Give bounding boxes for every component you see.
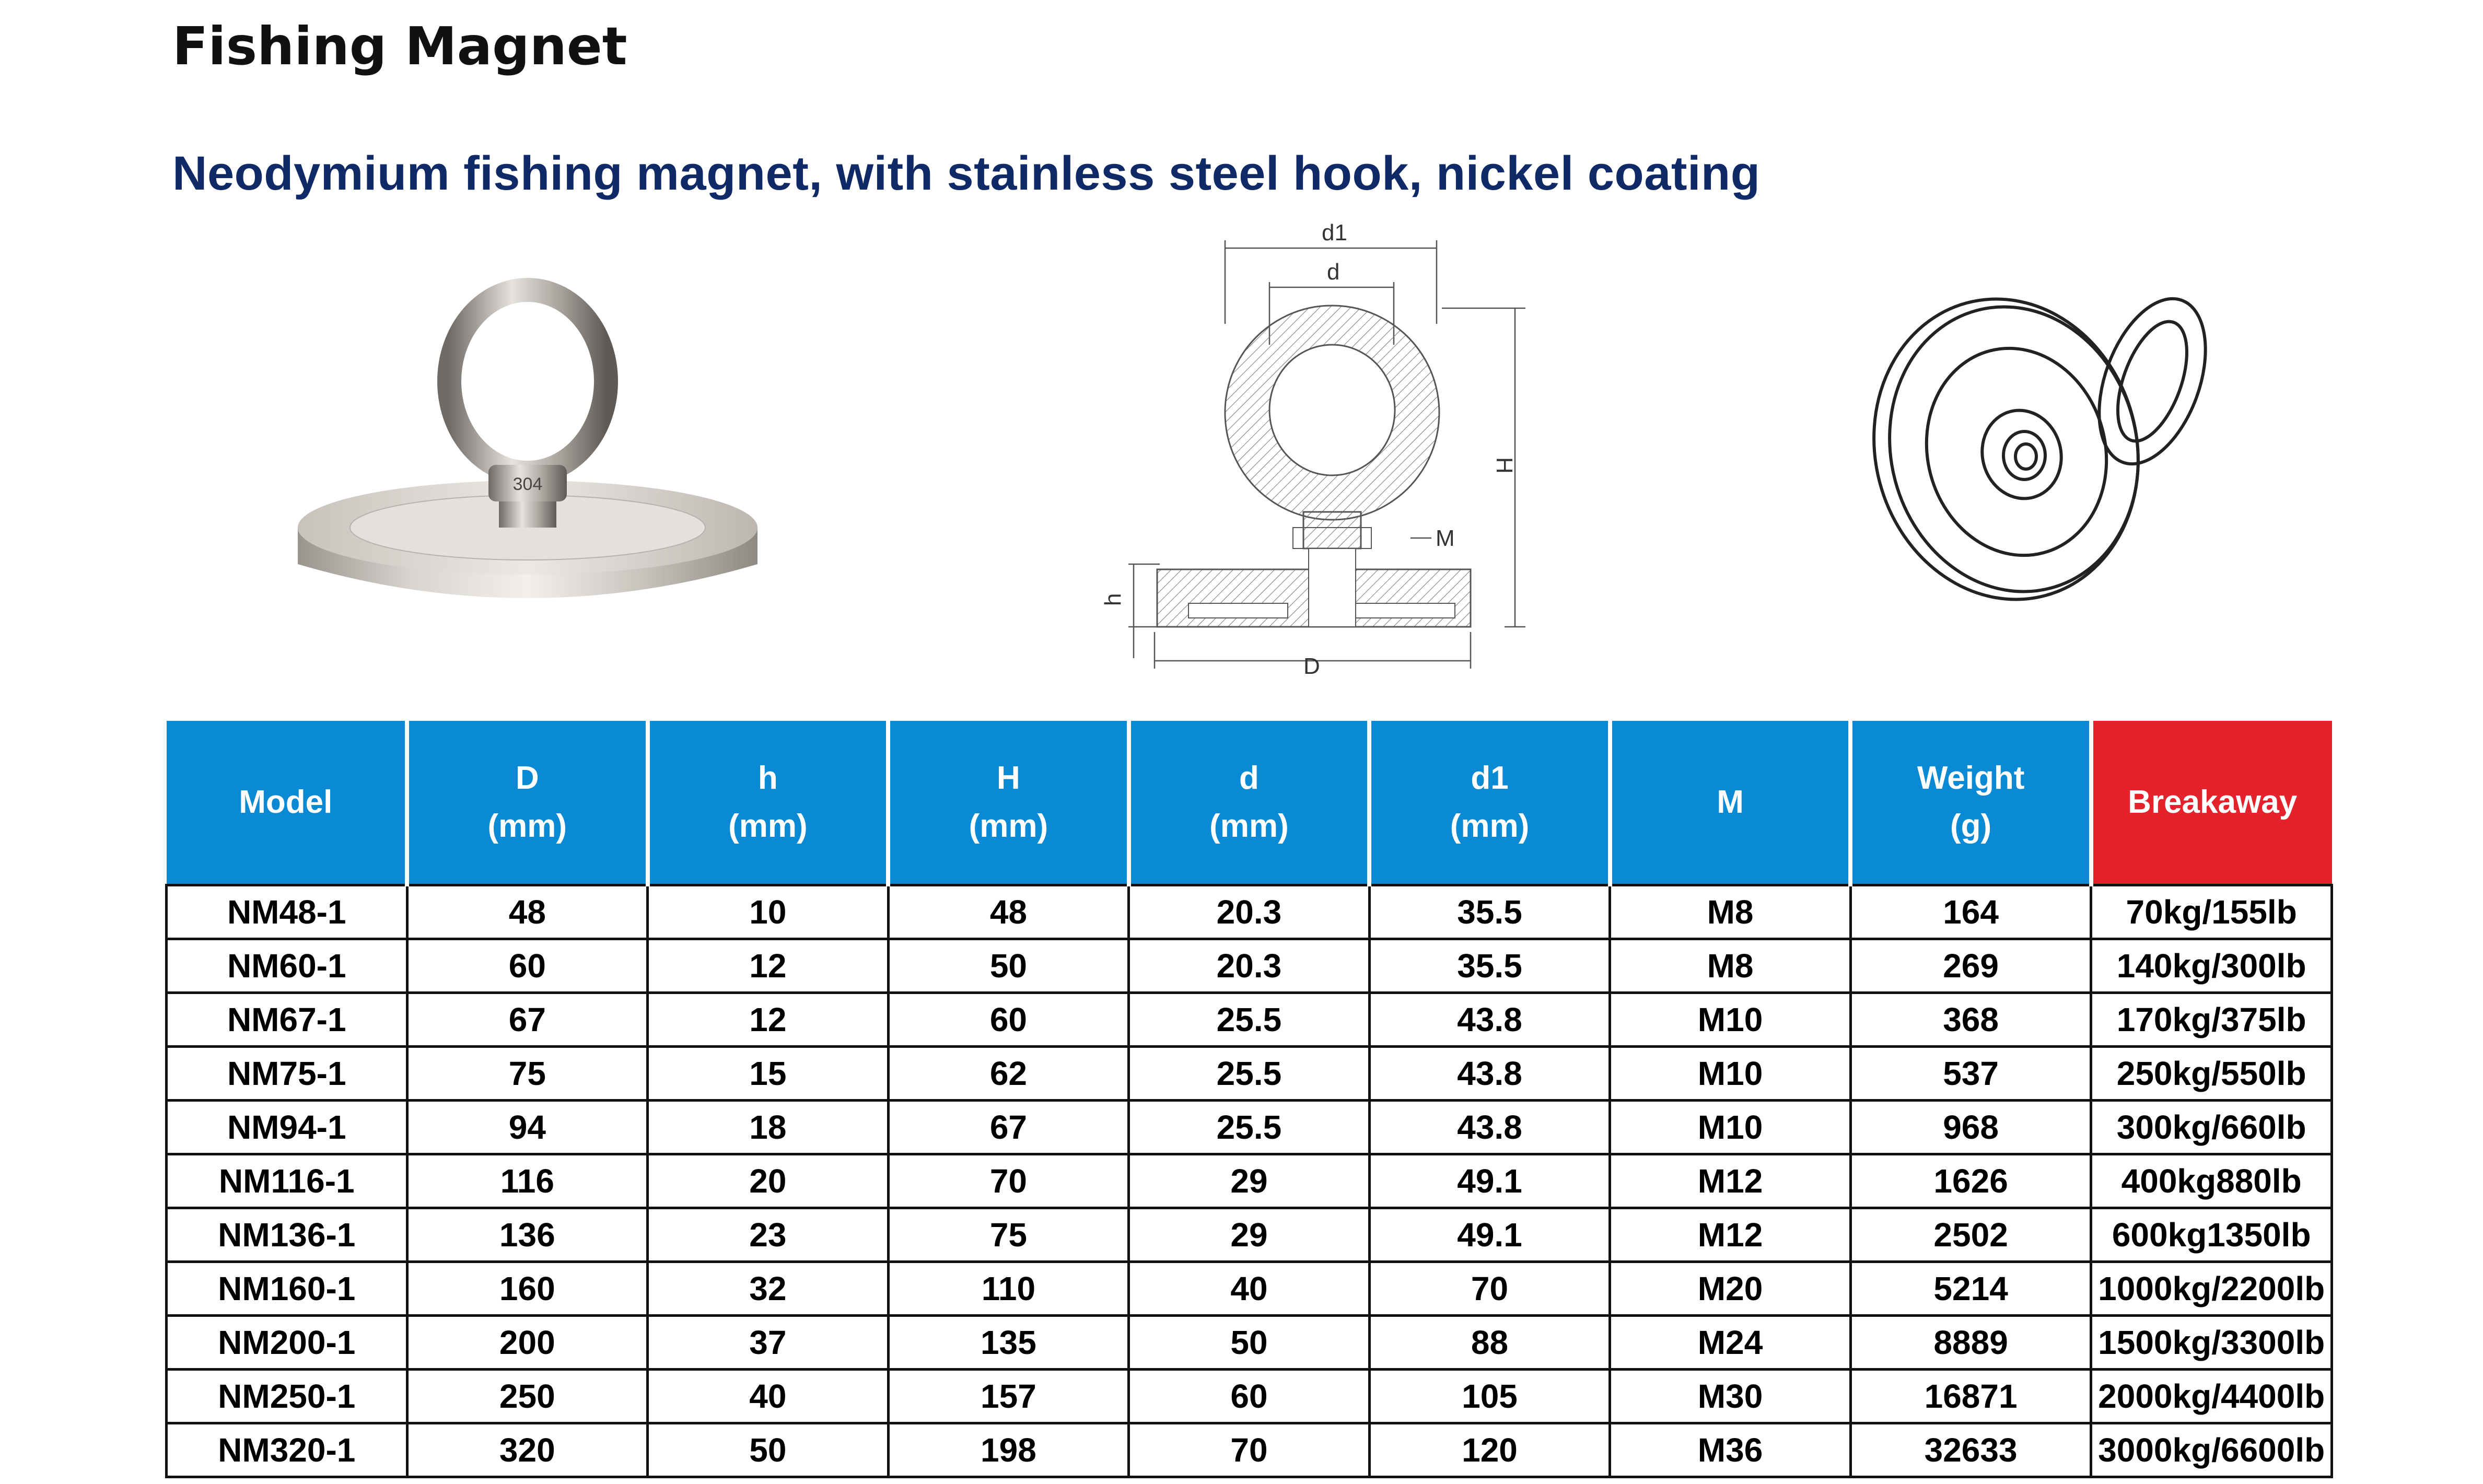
cell-weight: 32633 [1850, 1423, 2091, 1477]
cell-model: NM136-1 [167, 1208, 407, 1262]
cell-d: 29 [1129, 1208, 1370, 1262]
cell-model: NM160-1 [167, 1262, 407, 1316]
cell-D: 320 [407, 1423, 648, 1477]
cell-h: 10 [648, 885, 889, 939]
cell-h: 40 [648, 1370, 889, 1423]
table-row [167, 1047, 2332, 1101]
cell-d1: 88 [1369, 1316, 1610, 1370]
cell-breakaway: 250kg/550lb [2091, 1047, 2332, 1101]
cell-d: 25.5 [1129, 993, 1370, 1047]
cell-H: 110 [888, 1262, 1129, 1316]
cell-D: 48 [407, 885, 648, 939]
cell-breakaway: 2000kg/4400lb [2091, 1370, 2332, 1423]
cell-d: 60 [1129, 1370, 1370, 1423]
cell-breakaway: 140kg/300lb [2091, 939, 2332, 993]
col-header-M: M [1610, 721, 1851, 885]
cell-M: M12 [1610, 1208, 1851, 1262]
cell-H: 67 [888, 1101, 1129, 1154]
cell-weight: 8889 [1850, 1316, 2091, 1370]
technical-drawing [1097, 219, 1541, 679]
table-header-row [167, 721, 2332, 885]
cell-H: 198 [888, 1423, 1129, 1477]
cell-weight: 164 [1850, 885, 2091, 939]
cell-d1: 105 [1369, 1370, 1610, 1423]
spec-table [165, 721, 2333, 1478]
label-d1: d1 [1322, 220, 1347, 246]
cell-M: M10 [1610, 1047, 1851, 1101]
cell-breakaway: 170kg/375lb [2091, 993, 2332, 1047]
cell-model: NM94-1 [167, 1101, 407, 1154]
cell-M: M36 [1610, 1423, 1851, 1477]
cell-weight: 537 [1850, 1047, 2091, 1101]
cell-h: 20 [648, 1154, 889, 1208]
label-h: h [1100, 593, 1126, 606]
cell-H: 62 [888, 1047, 1129, 1101]
cell-M: M24 [1610, 1316, 1851, 1370]
cell-D: 94 [407, 1101, 648, 1154]
cell-breakaway: 600kg1350lb [2091, 1208, 2332, 1262]
col-header-model: Model [167, 721, 407, 885]
table-row [167, 1370, 2332, 1423]
col-header-weight: Weight (g) [1850, 721, 2091, 885]
table-row [167, 885, 2332, 939]
cell-d: 25.5 [1129, 1101, 1370, 1154]
cell-D: 250 [407, 1370, 648, 1423]
cell-h: 23 [648, 1208, 889, 1262]
cell-d1: 43.8 [1369, 993, 1610, 1047]
cell-breakaway: 400kg880lb [2091, 1154, 2332, 1208]
product-photo [293, 266, 763, 622]
cell-H: 70 [888, 1154, 1129, 1208]
col-header-d1: d1 (mm) [1369, 721, 1610, 885]
page-subtitle: Neodymium fishing magnet, with stainless steel hook, nickel coating [172, 147, 1761, 200]
cell-h: 12 [648, 939, 889, 993]
table-row [167, 1154, 2332, 1208]
cell-weight: 1626 [1850, 1154, 2091, 1208]
cell-d: 70 [1129, 1423, 1370, 1477]
cell-M: M20 [1610, 1262, 1851, 1316]
label-H: H [1491, 457, 1517, 474]
eyebolt-stamp: 304 [512, 474, 543, 494]
cell-model: NM200-1 [167, 1316, 407, 1370]
cell-D: 60 [407, 939, 648, 993]
cell-h: 37 [648, 1316, 889, 1370]
cell-d1: 49.1 [1369, 1154, 1610, 1208]
cell-M: M10 [1610, 993, 1851, 1047]
cell-d: 25.5 [1129, 1047, 1370, 1101]
cell-M: M8 [1610, 939, 1851, 993]
cell-M: M10 [1610, 1101, 1851, 1154]
cell-D: 160 [407, 1262, 648, 1316]
cell-model: NM250-1 [167, 1370, 407, 1423]
table-row [167, 939, 2332, 993]
magnet-line-sketch [1860, 277, 2225, 611]
cell-breakaway: 300kg/660lb [2091, 1101, 2332, 1154]
eyebolt-ring [449, 290, 606, 473]
table-row [167, 1262, 2332, 1316]
col-header-d: d (mm) [1129, 721, 1370, 885]
cell-H: 135 [888, 1316, 1129, 1370]
cell-h: 18 [648, 1101, 889, 1154]
cell-M: M8 [1610, 885, 1851, 939]
cell-D: 116 [407, 1154, 648, 1208]
cell-weight: 368 [1850, 993, 2091, 1047]
cell-d: 40 [1129, 1262, 1370, 1316]
cell-model: NM116-1 [167, 1154, 407, 1208]
cell-weight: 16871 [1850, 1370, 2091, 1423]
cell-breakaway: 70kg/155lb [2091, 885, 2332, 939]
col-header-breakaway: Breakaway [2091, 721, 2332, 885]
cell-d1: 49.1 [1369, 1208, 1610, 1262]
cell-D: 75 [407, 1047, 648, 1101]
cell-d: 50 [1129, 1316, 1370, 1370]
cell-M: M30 [1610, 1370, 1851, 1423]
cell-d1: 70 [1369, 1262, 1610, 1316]
cell-d: 20.3 [1129, 939, 1370, 993]
table-row [167, 1316, 2332, 1370]
cell-h: 12 [648, 993, 889, 1047]
cell-model: NM48-1 [167, 885, 407, 939]
cell-H: 60 [888, 993, 1129, 1047]
cell-model: NM75-1 [167, 1047, 407, 1101]
cell-h: 15 [648, 1047, 889, 1101]
label-d: d [1327, 259, 1340, 285]
cell-breakaway: 3000kg/6600lb [2091, 1423, 2332, 1477]
cell-d1: 43.8 [1369, 1047, 1610, 1101]
eye-ring-section [1225, 306, 1439, 520]
cell-weight: 968 [1850, 1101, 2091, 1154]
col-header-H: H (mm) [888, 721, 1129, 885]
cell-H: 157 [888, 1370, 1129, 1423]
cell-model: NM60-1 [167, 939, 407, 993]
table-row [167, 1101, 2332, 1154]
table-row [167, 1423, 2332, 1477]
cell-weight: 5214 [1850, 1262, 2091, 1316]
cell-model: NM67-1 [167, 993, 407, 1047]
cell-weight: 2502 [1850, 1208, 2091, 1262]
cell-d1: 120 [1369, 1423, 1610, 1477]
cell-M: M12 [1610, 1154, 1851, 1208]
page-title: Fishing Magnet [172, 16, 627, 77]
cell-H: 50 [888, 939, 1129, 993]
cell-D: 200 [407, 1316, 648, 1370]
cell-h: 32 [648, 1262, 889, 1316]
col-header-D: D (mm) [407, 721, 648, 885]
cell-d: 20.3 [1129, 885, 1370, 939]
table-row [167, 1208, 2332, 1262]
table-row [167, 993, 2332, 1047]
cell-D: 136 [407, 1208, 648, 1262]
cell-H: 48 [888, 885, 1129, 939]
cell-H: 75 [888, 1208, 1129, 1262]
label-M: M [1436, 525, 1455, 551]
cell-breakaway: 1000kg/2200lb [2091, 1262, 2332, 1316]
cell-d1: 35.5 [1369, 885, 1610, 939]
cell-d1: 35.5 [1369, 939, 1610, 993]
cell-breakaway: 1500kg/3300lb [2091, 1316, 2332, 1370]
cell-model: NM320-1 [167, 1423, 407, 1477]
cell-D: 67 [407, 993, 648, 1047]
cell-weight: 269 [1850, 939, 2091, 993]
cell-h: 50 [648, 1423, 889, 1477]
cell-d: 29 [1129, 1154, 1370, 1208]
cell-d1: 43.8 [1369, 1101, 1610, 1154]
col-header-h: h (mm) [648, 721, 889, 885]
label-D: D [1303, 653, 1320, 679]
